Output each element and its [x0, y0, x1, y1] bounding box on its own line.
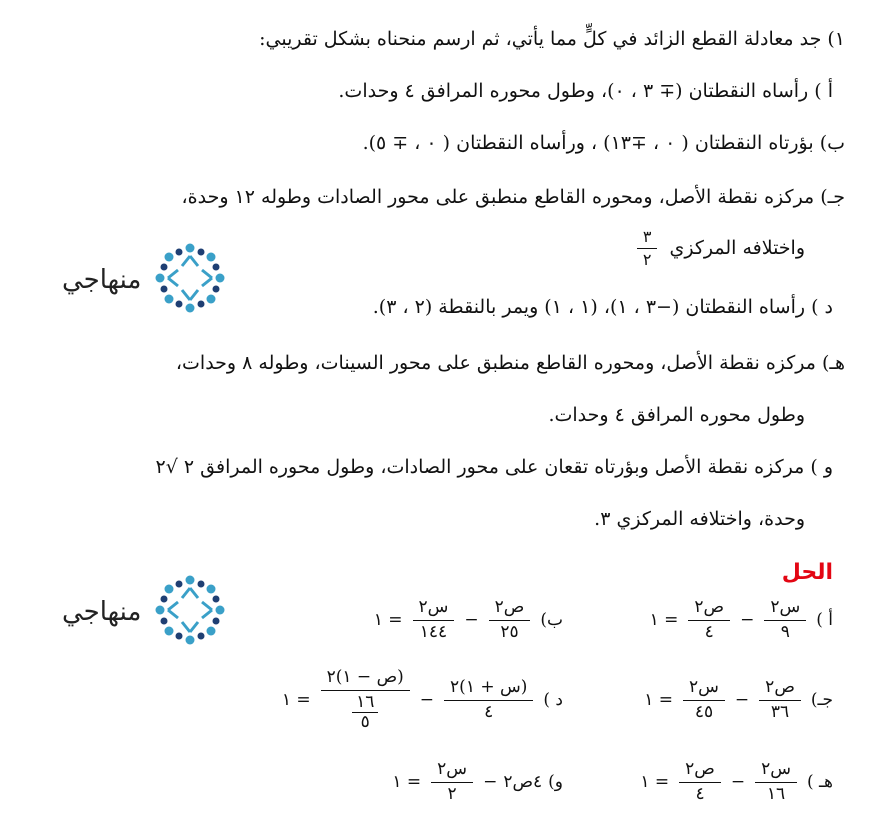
solution-d-frac1 — [440, 678, 537, 722]
problem-part-e-line2: وطول محوره المرافق ٤ وحدات. — [548, 404, 805, 426]
numerator: ص٢ — [489, 598, 531, 621]
solution-title: الحل — [781, 560, 833, 585]
inner-numerator: ١٦ — [352, 693, 378, 714]
solution-c — [644, 678, 833, 722]
denominator: ٤ — [484, 701, 494, 722]
solution-e-label: هـ ) — [807, 772, 833, 793]
solution-a — [650, 598, 833, 642]
solution-d-label: د ) — [543, 690, 563, 711]
solution-c-label: جـ) — [810, 690, 833, 711]
numerator: ص٢ — [759, 678, 801, 701]
denominator: ٢ — [447, 783, 457, 804]
numerator: س٢ — [755, 760, 797, 783]
minus-sign: − — [730, 772, 746, 793]
problem-part-c-line1: جـ) مركزه نقطة الأصل، ومحوره القاطع منطبق على محور الصادات وطوله ١٢ وحدة، — [181, 186, 845, 208]
solution-f-frac — [427, 760, 477, 804]
denominator: ٣٦ — [770, 701, 790, 722]
equals-one: = ١ — [649, 610, 679, 631]
manhaji-logo-icon — [151, 239, 229, 321]
solution-e — [640, 760, 833, 804]
solution-c-frac2 — [679, 678, 729, 722]
minus-sign: − — [464, 610, 479, 631]
denominator: ٩ — [780, 621, 790, 642]
equals-one: = ١ — [281, 690, 311, 711]
numerator: (س + ١)٢ — [444, 678, 533, 701]
solution-b-frac2 — [409, 598, 459, 642]
eccentricity-denominator: ٢ — [642, 250, 652, 270]
denominator: ٤٥ — [694, 701, 714, 722]
numerator: س٢ — [431, 760, 473, 783]
solution-b — [374, 598, 563, 642]
minus-sign: − — [419, 690, 435, 711]
problem-part-b: ب) بؤرتاه النقطتان ( ٠ ، ∓١٣) ، ورأساه النقطتان ( ٠ ، ∓ ٥). — [362, 132, 845, 154]
denominator-fraction — [352, 691, 378, 733]
solution-b-label: ب) — [540, 610, 563, 631]
problem-part-e-line1: هـ) مركزه نقطة الأصل، ومحوره القاطع منطبق على محور السينات، وطوله ٨ وحدات، — [175, 352, 845, 374]
solution-e-frac2 — [675, 760, 725, 804]
solution-f — [392, 760, 563, 804]
solution-a-frac2 — [684, 598, 734, 642]
eccentricity-fraction — [633, 228, 662, 270]
minus-sign: − — [734, 690, 750, 711]
manhaji-logo-text: منهاجي — [62, 265, 142, 295]
denominator: ٤ — [695, 783, 705, 804]
eccentricity-numerator: ٣ — [637, 228, 658, 249]
equals-one: = ١ — [373, 610, 403, 631]
numerator: ص٢ — [688, 598, 730, 621]
solution-f-term1: ٤ص٢ — [503, 772, 543, 793]
numerator: ص٢ — [679, 760, 721, 783]
manhaji-logo-bottom — [62, 572, 272, 652]
equals-one: = ١ — [644, 690, 674, 711]
solution-e-frac1 — [751, 760, 801, 804]
numerator: س٢ — [683, 678, 725, 701]
numerator: س٢ — [764, 598, 806, 621]
solution-a-label: أ ) — [816, 610, 833, 631]
numerator: (ص − ١)٢ — [321, 668, 410, 691]
solution-d — [282, 668, 563, 733]
solution-d-frac2 — [317, 668, 414, 733]
equals-one: = ١ — [640, 772, 670, 793]
minus-sign: − — [483, 772, 498, 793]
eccentricity-label: واختلافه المركزي — [669, 237, 805, 260]
denominator: ١٦ — [766, 783, 786, 804]
problem-intro: ١) جد معادلة القطع الزائد في كلٍّ مما يأتي، ثم ارسم منحناه بشكل تقريبي: — [259, 28, 845, 50]
problem-part-a: أ ) رأساه النقطتان (∓ ٣ ، ٠)، وطول محوره المرافق ٤ وحدات. — [338, 80, 833, 102]
inner-denominator: ٥ — [360, 712, 370, 733]
denominator: ١٤٤ — [419, 621, 448, 642]
solution-a-frac1 — [760, 598, 810, 642]
solution-b-frac1 — [485, 598, 535, 642]
manhaji-logo-icon-2 — [151, 571, 229, 653]
manhaji-logo-top — [62, 240, 272, 320]
numerator: س٢ — [413, 598, 455, 621]
solution-f-label: و) — [548, 772, 563, 793]
solution-c-frac1 — [755, 678, 805, 722]
equals-one: = ١ — [392, 772, 422, 793]
problem-part-f-line2: وحدة، واختلافه المركزي ٣. — [594, 508, 805, 530]
problem-part-f-line1: و ) مركزه نقطة الأصل وبؤرتاه تقعان على محور الصادات، وطول محوره المرافق ٢ √٢ — [155, 456, 833, 478]
problem-part-c-line2 — [633, 228, 805, 270]
minus-sign: − — [740, 610, 755, 631]
denominator: ٤ — [704, 621, 714, 642]
manhaji-logo-text-2: منهاجي — [62, 597, 142, 627]
denominator: ٢٥ — [500, 621, 519, 642]
problem-part-d: د ) رأساه النقطتان (−٣ ، ١)، (١ ، ١) ويمر بالنقطة (٢ ، ٣). — [372, 296, 833, 318]
